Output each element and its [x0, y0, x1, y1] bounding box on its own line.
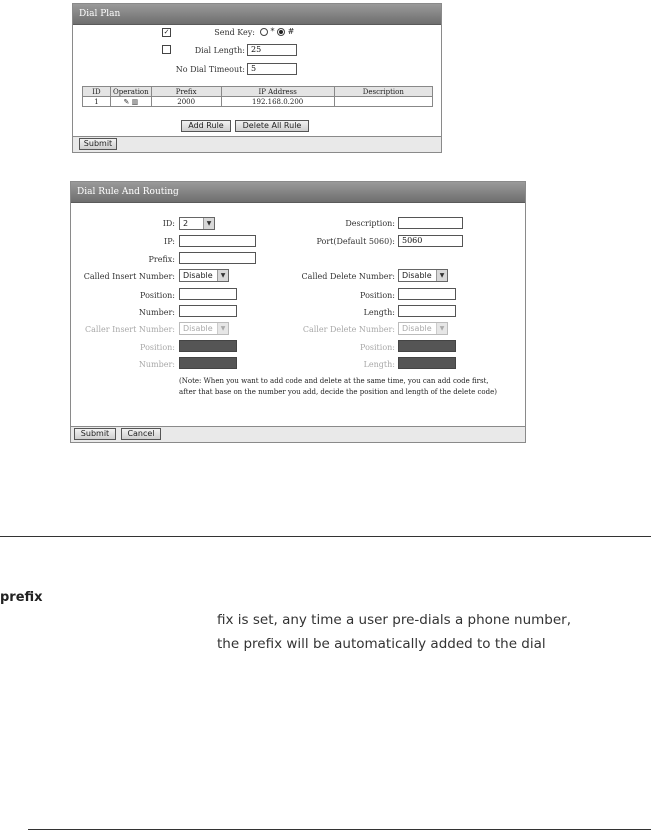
term-prefix: prefix — [0, 590, 43, 605]
dial-rule-title: Dial Rule And Routing — [71, 182, 525, 203]
chevron-down-icon: ▼ — [436, 270, 447, 281]
col-id: ID — [83, 87, 111, 97]
called-insert-number-input[interactable] — [179, 305, 237, 317]
called-delete-select[interactable] — [398, 269, 448, 282]
no-dial-timeout-input[interactable]: 5 — [247, 63, 297, 75]
called-insert-label: Called Insert Number: — [83, 272, 175, 281]
row-prefix: 2000 — [151, 97, 221, 107]
called-delete-length-input[interactable] — [398, 305, 456, 317]
port-label: Port(Default 5060): — [316, 237, 395, 246]
send-key-label: Send Key: — [214, 28, 255, 37]
called-insert-number-label: Number: — [138, 308, 175, 317]
id-select-value: 2 — [183, 219, 189, 228]
note-line-1: (Note: When you want to add code and delete at the same time, you can add code first, — [179, 377, 489, 385]
section-divider — [0, 536, 651, 537]
caller-insert-label: Caller Insert Number: — [85, 325, 175, 334]
dial-plan-panel — [72, 3, 442, 153]
description-input[interactable] — [398, 217, 463, 229]
send-key-option-hash: # — [287, 27, 295, 36]
caller-insert-select[interactable] — [179, 322, 229, 335]
col-description: Description — [334, 87, 432, 97]
caller-delete-position-label: Position: — [360, 343, 395, 352]
col-ip-address: IP Address — [221, 87, 334, 97]
called-delete-length-label: Length: — [363, 308, 395, 317]
port-input[interactable]: 5060 — [398, 235, 463, 247]
caller-delete-select[interactable] — [398, 322, 448, 335]
id-label: ID: — [162, 219, 175, 228]
dial-rule-cancel-button[interactable]: Cancel — [121, 428, 161, 440]
add-rule-button[interactable]: Add Rule — [181, 120, 231, 132]
dial-rule-table — [82, 86, 433, 107]
called-insert-value: Disable — [183, 271, 213, 280]
send-key-radio-hash[interactable] — [277, 28, 285, 36]
delete-icon[interactable]: ▥ — [131, 97, 139, 106]
chevron-down-icon: ▼ — [217, 270, 228, 281]
send-key-options — [260, 27, 294, 36]
send-key-radio-star[interactable] — [260, 28, 268, 36]
chevron-down-icon: ▼ — [203, 218, 214, 229]
chevron-down-icon: ▼ — [217, 323, 228, 334]
caller-insert-number-input — [179, 357, 237, 369]
called-delete-label: Called Delete Number: — [301, 272, 395, 281]
row-operation — [111, 97, 152, 107]
dial-plan-footer — [73, 136, 441, 152]
id-select[interactable] — [179, 217, 215, 230]
caller-delete-label: Caller Delete Number: — [302, 325, 395, 334]
called-delete-position-label: Position: — [360, 291, 395, 300]
page-bottom-rule — [28, 829, 651, 830]
called-delete-value: Disable — [402, 271, 432, 280]
called-delete-position-input[interactable] — [398, 288, 456, 300]
col-operation: Operation — [111, 87, 152, 97]
dial-rule-submit-button[interactable]: Submit — [74, 428, 116, 440]
dial-length-label: Dial Length: — [194, 46, 245, 55]
caller-insert-position-input — [179, 340, 237, 352]
dial-rule-footer — [71, 426, 525, 442]
note-line-2: after that base on the number you add, decide the position and length of the delete code) — [179, 388, 497, 396]
dial-rule-panel — [70, 181, 526, 443]
caller-delete-position-input — [398, 340, 456, 352]
row-ip-address: 192.168.0.200 — [221, 97, 334, 107]
caller-insert-value: Disable — [183, 324, 213, 333]
table-header-row — [83, 87, 433, 97]
doc-line-1: fix is set, any time a user pre-dials a phone number, — [217, 612, 572, 628]
called-insert-position-input[interactable] — [179, 288, 237, 300]
chevron-down-icon: ▼ — [436, 323, 447, 334]
row-description — [334, 97, 432, 107]
dial-plan-submit-button[interactable]: Submit — [79, 138, 117, 150]
send-key-checkbox[interactable]: ✓ — [163, 28, 170, 36]
description-label: Description: — [345, 219, 395, 228]
caller-delete-length-input — [398, 357, 456, 369]
row-id: 1 — [83, 97, 111, 107]
called-insert-position-label: Position: — [140, 291, 175, 300]
called-insert-select[interactable] — [179, 269, 229, 282]
prefix-label: Prefix: — [148, 255, 175, 264]
dial-plan-title: Dial Plan — [73, 4, 441, 25]
caller-insert-position-label: Position: — [140, 343, 175, 352]
caller-insert-number-label: Number: — [138, 360, 175, 369]
ip-label: IP: — [164, 237, 175, 246]
dial-length-checkbox[interactable] — [162, 45, 171, 54]
table-row — [83, 97, 433, 107]
send-key-option-star: * — [270, 27, 275, 36]
edit-icon[interactable]: ✎ — [123, 97, 130, 106]
caller-delete-value: Disable — [402, 324, 432, 333]
doc-line-2: the prefix will be automatically added to the dial — [217, 636, 546, 652]
delete-all-rule-button[interactable]: Delete All Rule — [235, 120, 309, 132]
caller-delete-length-label: Length: — [363, 360, 395, 369]
ip-input[interactable] — [179, 235, 256, 247]
dial-length-input[interactable]: 25 — [247, 44, 297, 56]
prefix-input[interactable] — [179, 252, 256, 264]
no-dial-timeout-label: No Dial Timeout: — [175, 65, 245, 74]
col-prefix: Prefix — [151, 87, 221, 97]
